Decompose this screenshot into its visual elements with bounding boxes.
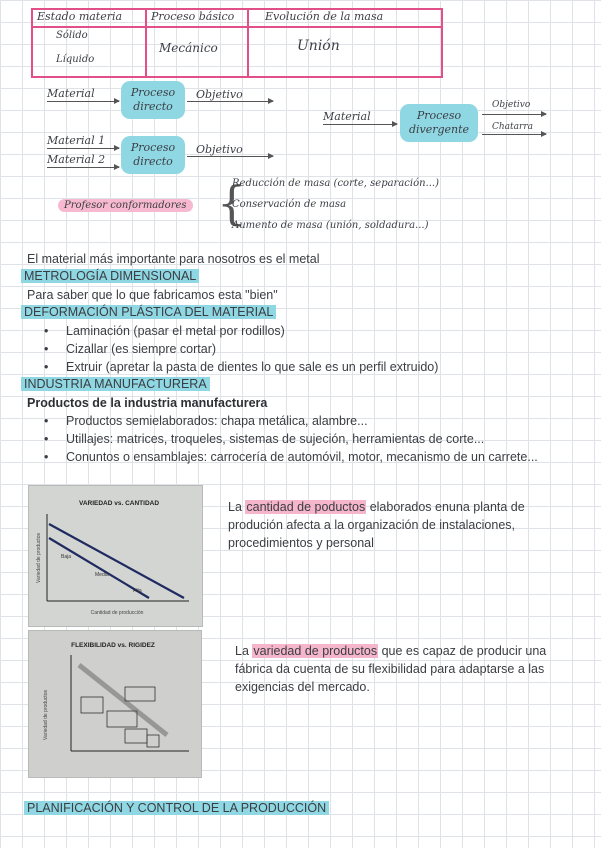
list-item: • Utillajes: matrices, troqueles, sistemas de sujeción, herramientas de corte... [44,432,485,446]
arrow-icon [47,167,119,168]
figure-title: VARIEDAD vs. CANTIDAD [78,500,160,507]
divergent-chatarra-label: Chatarra [492,122,534,132]
chart-label-alta: Alta [133,588,142,594]
divergent-material-label: Material [323,110,371,123]
arrow-icon [187,101,273,102]
figure-title: FLEXIBILIDAD vs. RIGIDEZ [71,642,155,649]
diagram-objetivo-label: Objetivo [196,88,243,101]
conformador-item: Aumento de masa (unión, soldadura...) [232,220,429,231]
proceso-divergente-box: Proceso divergente [400,104,478,142]
table-cell-union: Unión [297,38,340,54]
heading-metrologia: METROLOGÍA DIMENSIONAL [21,269,199,283]
table-column-divider [145,10,147,76]
productos-title: Productos de la industria manufacturera [27,396,268,410]
table-header-proceso: Proceso básico [151,10,235,23]
list-item: • Productos semielaborados: chapa metálica, alambre... [44,414,368,428]
brace-icon: { [217,176,247,230]
list-item: • Conuntos o ensamblajes: carrocería de automóvil, motor, mecanismo de un carrete... [44,450,538,464]
heading-planificacion: PLANIFICACIÓN Y CONTROL DE LA PRODUCCIÓN [24,801,329,815]
table-header-estado: Estado materia [37,10,123,23]
highlight-variedad: variedad de productos [253,644,378,658]
arrow-icon [47,101,119,102]
table-header-divider [33,26,441,28]
diagram-material-2-label: Material 2 [47,153,106,166]
variedad-flexibilidad-paragraph: La variedad de productos que es capaz de producir una fábrica da cuenta de su flexibilidad para adaptarse a las exigencias del mercado. [235,644,547,694]
table-column-divider [247,10,249,76]
conformador-item: Reducción de masa (corte, separación...) [232,178,439,189]
diagram-objetivo-label-2: Objetivo [196,143,243,156]
table-cell-solido: Sólido [56,30,88,41]
variedad-cantidad-photo [28,485,203,627]
process-table [31,8,443,78]
arrow-icon [482,134,546,135]
diagram-material-label: Material [47,87,95,100]
intro-text: El material más importante para nosotros es el metal [27,252,320,266]
arrow-icon [187,156,273,157]
proceso-directo-box: Proceso directo [121,81,185,119]
heading-industria: INDUSTRIA MANUFACTURERA [21,377,210,391]
flexibilidad-rigidez-figure [29,631,201,777]
highlight-cantidad: cantidad de poductos [246,500,366,514]
proceso-directo-box-2: Proceso directo [121,136,185,174]
list-item: • Cizallar (es siempre cortar) [44,342,217,356]
variedad-cantidad-paragraph: La cantidad de poductos elaborados enuna planta de produción afecta a la organización de instalaciones, procedimientos y personal [228,500,525,550]
arrow-icon [323,124,397,125]
flexibilidad-rigidez-photo [28,630,202,778]
table-cell-liquido: Líquido [56,54,95,65]
y-axis-label: Variedad de productos [43,690,49,740]
conformadores-label: Profesor conformadores [58,199,193,212]
metrologia-description: Para saber que lo que fabricamos esta "bien" [27,288,278,302]
heading-deformacion: DEFORMACIÓN PLÁSTICA DEL MATERIAL [21,305,276,319]
list-item: • Laminación (pasar el metal por rodillos) [44,324,285,338]
arrow-icon [47,148,119,149]
diagram-material-1-label: Material 1 [47,134,106,147]
variedad-cantidad-figure [29,486,202,626]
y-axis-label: Variedad de productos [36,533,42,583]
chart-label-media: Media [95,572,109,578]
table-cell-mecanico: Mecánico [159,41,218,55]
arrow-icon [482,114,546,115]
chart-label-baja: Baja [61,554,72,560]
divergent-objetivo-label: Objetivo [492,100,531,110]
list-item: • Extruir (apretar la pasta de dientes lo que sale es un perfil extruido) [44,360,439,374]
table-header-evolucion: Evolución de la masa [265,10,384,23]
x-axis-label: Cantidad de producción [90,610,144,616]
conformador-item: Conservación de masa [232,199,347,210]
